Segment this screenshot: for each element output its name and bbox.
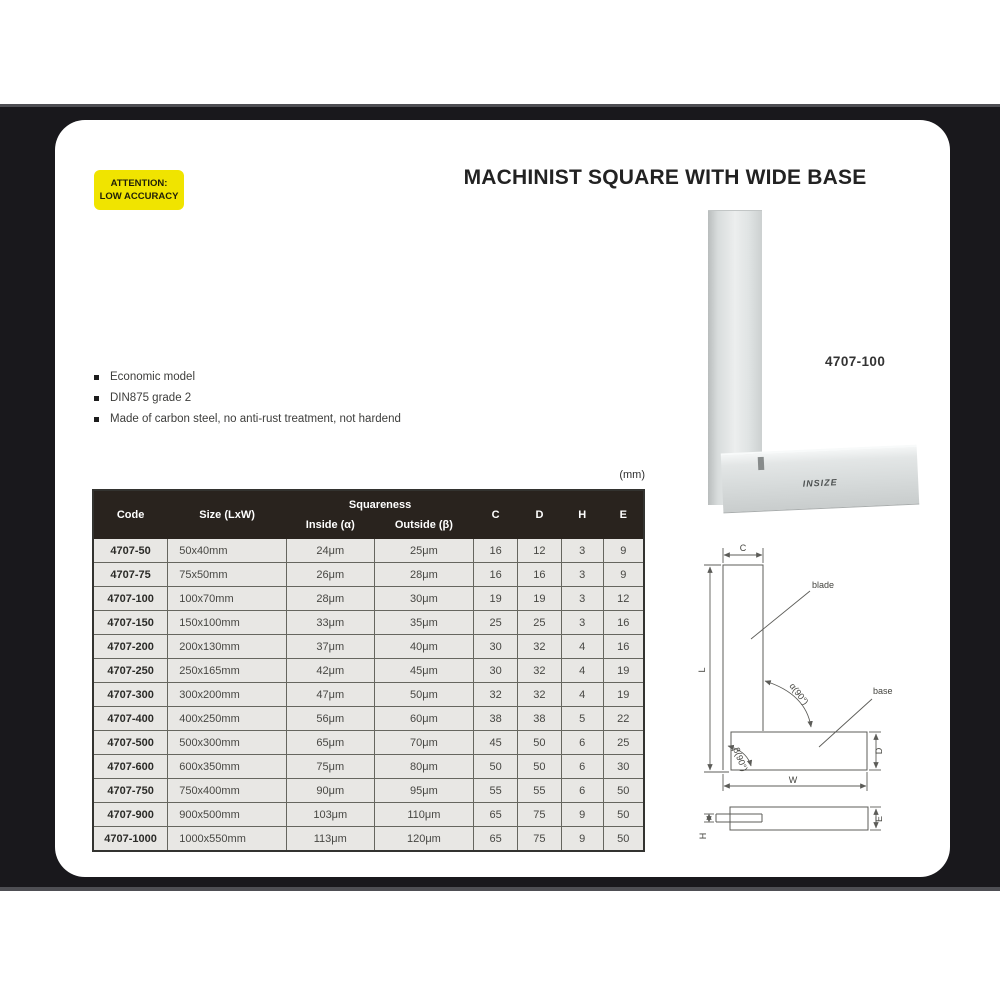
cell-code: 4707-300 — [93, 683, 168, 707]
spec-table — [92, 489, 645, 852]
cell-value: 75x50mm — [168, 563, 287, 587]
dimension-diagram — [695, 537, 915, 842]
cell-value: 28μm — [374, 563, 474, 587]
cell-value: 80μm — [374, 755, 474, 779]
cell-value: 65 — [474, 803, 518, 827]
cell-value: 16 — [474, 539, 518, 563]
cell-value: 400x250mm — [168, 707, 287, 731]
cell-value: 12 — [518, 539, 562, 563]
col-header-c: C — [474, 490, 518, 539]
cell-value: 6 — [561, 755, 603, 779]
cell-value: 75μm — [286, 755, 374, 779]
col-header-d: D — [518, 490, 562, 539]
cell-value: 50μm — [374, 683, 474, 707]
cell-value: 45μm — [374, 659, 474, 683]
cell-code: 4707-500 — [93, 731, 168, 755]
cell-value: 3 — [561, 587, 603, 611]
col-header-outside: Outside (β) — [374, 512, 474, 539]
cell-value: 3 — [561, 539, 603, 563]
cell-value: 16 — [603, 611, 644, 635]
part-label-blade: blade — [812, 580, 835, 590]
table-row — [93, 611, 644, 635]
cell-value: 65 — [474, 827, 518, 852]
cell-value: 90μm — [286, 779, 374, 803]
attention-badge-line2: LOW ACCURACY — [99, 191, 179, 202]
cell-value: 500x300mm — [168, 731, 287, 755]
cell-code: 4707-200 — [93, 635, 168, 659]
table-row — [93, 635, 644, 659]
cell-value: 32 — [518, 635, 562, 659]
col-header-code: Code — [93, 490, 168, 539]
cell-value: 9 — [603, 539, 644, 563]
cell-value: 110μm — [374, 803, 474, 827]
cell-value: 65μm — [286, 731, 374, 755]
cell-value: 30 — [474, 659, 518, 683]
product-photo-notch — [758, 457, 765, 470]
dim-label-e: E — [874, 815, 884, 823]
spec-table-header — [93, 490, 644, 539]
cell-value: 200x130mm — [168, 635, 287, 659]
page-title: MACHINIST SQUARE WITH WIDE BASE — [463, 166, 867, 189]
cell-value: 9 — [561, 827, 603, 852]
cell-value: 32 — [474, 683, 518, 707]
cell-value: 37μm — [286, 635, 374, 659]
cell-value: 900x500mm — [168, 803, 287, 827]
cell-value: 25μm — [374, 539, 474, 563]
part-label-base: base — [873, 686, 893, 696]
angle-label-alpha: α(90°) — [787, 681, 811, 707]
unit-note: (mm) — [619, 469, 645, 481]
table-row — [93, 659, 644, 683]
cell-code: 4707-600 — [93, 755, 168, 779]
cell-code: 4707-1000 — [93, 827, 168, 852]
col-header-inside: Inside (α) — [286, 512, 374, 539]
product-photo-base — [721, 445, 920, 514]
cell-value: 1000x550mm — [168, 827, 287, 852]
cell-code: 4707-100 — [93, 587, 168, 611]
table-row — [93, 731, 644, 755]
cell-value: 30 — [603, 755, 644, 779]
cell-value: 9 — [561, 803, 603, 827]
cell-value: 33μm — [286, 611, 374, 635]
cell-value: 4 — [561, 683, 603, 707]
cell-code: 4707-150 — [93, 611, 168, 635]
cell-value: 6 — [561, 731, 603, 755]
table-row — [93, 539, 644, 563]
col-header-e: E — [603, 490, 644, 539]
cell-value: 19 — [518, 587, 562, 611]
cell-value: 38 — [518, 707, 562, 731]
cell-value: 12 — [603, 587, 644, 611]
cell-value: 75 — [518, 827, 562, 852]
spec-table-body — [93, 539, 644, 852]
table-row — [93, 563, 644, 587]
cell-value: 30μm — [374, 587, 474, 611]
dim-label-d: D — [874, 747, 884, 755]
cell-value: 30 — [474, 635, 518, 659]
feature-item: Economic model — [93, 367, 401, 388]
cell-value: 56μm — [286, 707, 374, 731]
cell-value: 50 — [603, 827, 644, 852]
table-row — [93, 803, 644, 827]
col-header-size: Size (LxW) — [168, 490, 287, 539]
table-row — [93, 587, 644, 611]
cell-value: 120μm — [374, 827, 474, 852]
cell-value: 50x40mm — [168, 539, 287, 563]
cell-value: 250x165mm — [168, 659, 287, 683]
cell-value: 50 — [603, 779, 644, 803]
dim-label-h: H — [698, 832, 708, 840]
cell-value: 55 — [518, 779, 562, 803]
cell-value: 25 — [474, 611, 518, 635]
cell-value: 32 — [518, 683, 562, 707]
cell-value: 50 — [474, 755, 518, 779]
cell-value: 60μm — [374, 707, 474, 731]
feature-list — [93, 367, 401, 430]
cell-value: 103μm — [286, 803, 374, 827]
cell-value: 5 — [561, 707, 603, 731]
table-row — [93, 755, 644, 779]
cell-code: 4707-400 — [93, 707, 168, 731]
table-row — [93, 683, 644, 707]
dim-label-l: L — [697, 667, 707, 673]
cell-value: 70μm — [374, 731, 474, 755]
cell-value: 4 — [561, 635, 603, 659]
cell-value: 50 — [603, 803, 644, 827]
cell-value: 25 — [518, 611, 562, 635]
cell-value: 38 — [474, 707, 518, 731]
cell-value: 16 — [518, 563, 562, 587]
cell-value: 100x70mm — [168, 587, 287, 611]
attention-badge — [94, 170, 184, 210]
cell-value: 150x100mm — [168, 611, 287, 635]
cell-value: 28μm — [286, 587, 374, 611]
feature-item: Made of carbon steel, no anti-rust treatment, not hardend — [93, 409, 401, 430]
dim-label-w: W — [788, 775, 798, 785]
cell-value: 75 — [518, 803, 562, 827]
angle-label-beta: β(90°) — [731, 746, 750, 773]
content-card — [55, 120, 950, 877]
cell-value: 19 — [603, 683, 644, 707]
cell-value: 3 — [561, 563, 603, 587]
product-code-label: 4707-100 — [825, 354, 886, 369]
col-header-h: H — [561, 490, 603, 539]
cell-value: 32 — [518, 659, 562, 683]
cell-value: 47μm — [286, 683, 374, 707]
attention-badge-line1: ATTENTION: — [110, 178, 168, 189]
dim-label-c: C — [739, 543, 747, 553]
catalog-panel — [0, 104, 1000, 891]
cell-value: 16 — [474, 563, 518, 587]
cell-value: 600x350mm — [168, 755, 287, 779]
cell-value: 26μm — [286, 563, 374, 587]
feature-item: DIN875 grade 2 — [93, 388, 401, 409]
cell-value: 3 — [561, 611, 603, 635]
cell-value: 24μm — [286, 539, 374, 563]
table-row — [93, 779, 644, 803]
cell-value: 19 — [474, 587, 518, 611]
cell-value: 50 — [518, 731, 562, 755]
cell-value: 35μm — [374, 611, 474, 635]
cell-code: 4707-750 — [93, 779, 168, 803]
cell-value: 50 — [518, 755, 562, 779]
table-row — [93, 707, 644, 731]
cell-value: 750x400mm — [168, 779, 287, 803]
cell-code: 4707-50 — [93, 539, 168, 563]
cell-value: 9 — [603, 563, 644, 587]
cell-code: 4707-250 — [93, 659, 168, 683]
cell-value: 95μm — [374, 779, 474, 803]
cell-value: 42μm — [286, 659, 374, 683]
table-row — [93, 827, 644, 852]
cell-value: 25 — [603, 731, 644, 755]
col-header-squareness: Squareness — [286, 490, 473, 512]
brand-logo: INSIZE — [802, 476, 838, 489]
cell-value: 40μm — [374, 635, 474, 659]
cell-value: 45 — [474, 731, 518, 755]
cell-code: 4707-75 — [93, 563, 168, 587]
cell-value: 4 — [561, 659, 603, 683]
cell-value: 22 — [603, 707, 644, 731]
cell-value: 19 — [603, 659, 644, 683]
cell-code: 4707-900 — [93, 803, 168, 827]
cell-value: 6 — [561, 779, 603, 803]
cell-value: 55 — [474, 779, 518, 803]
cell-value: 113μm — [286, 827, 374, 852]
cell-value: 300x200mm — [168, 683, 287, 707]
cell-value: 16 — [603, 635, 644, 659]
